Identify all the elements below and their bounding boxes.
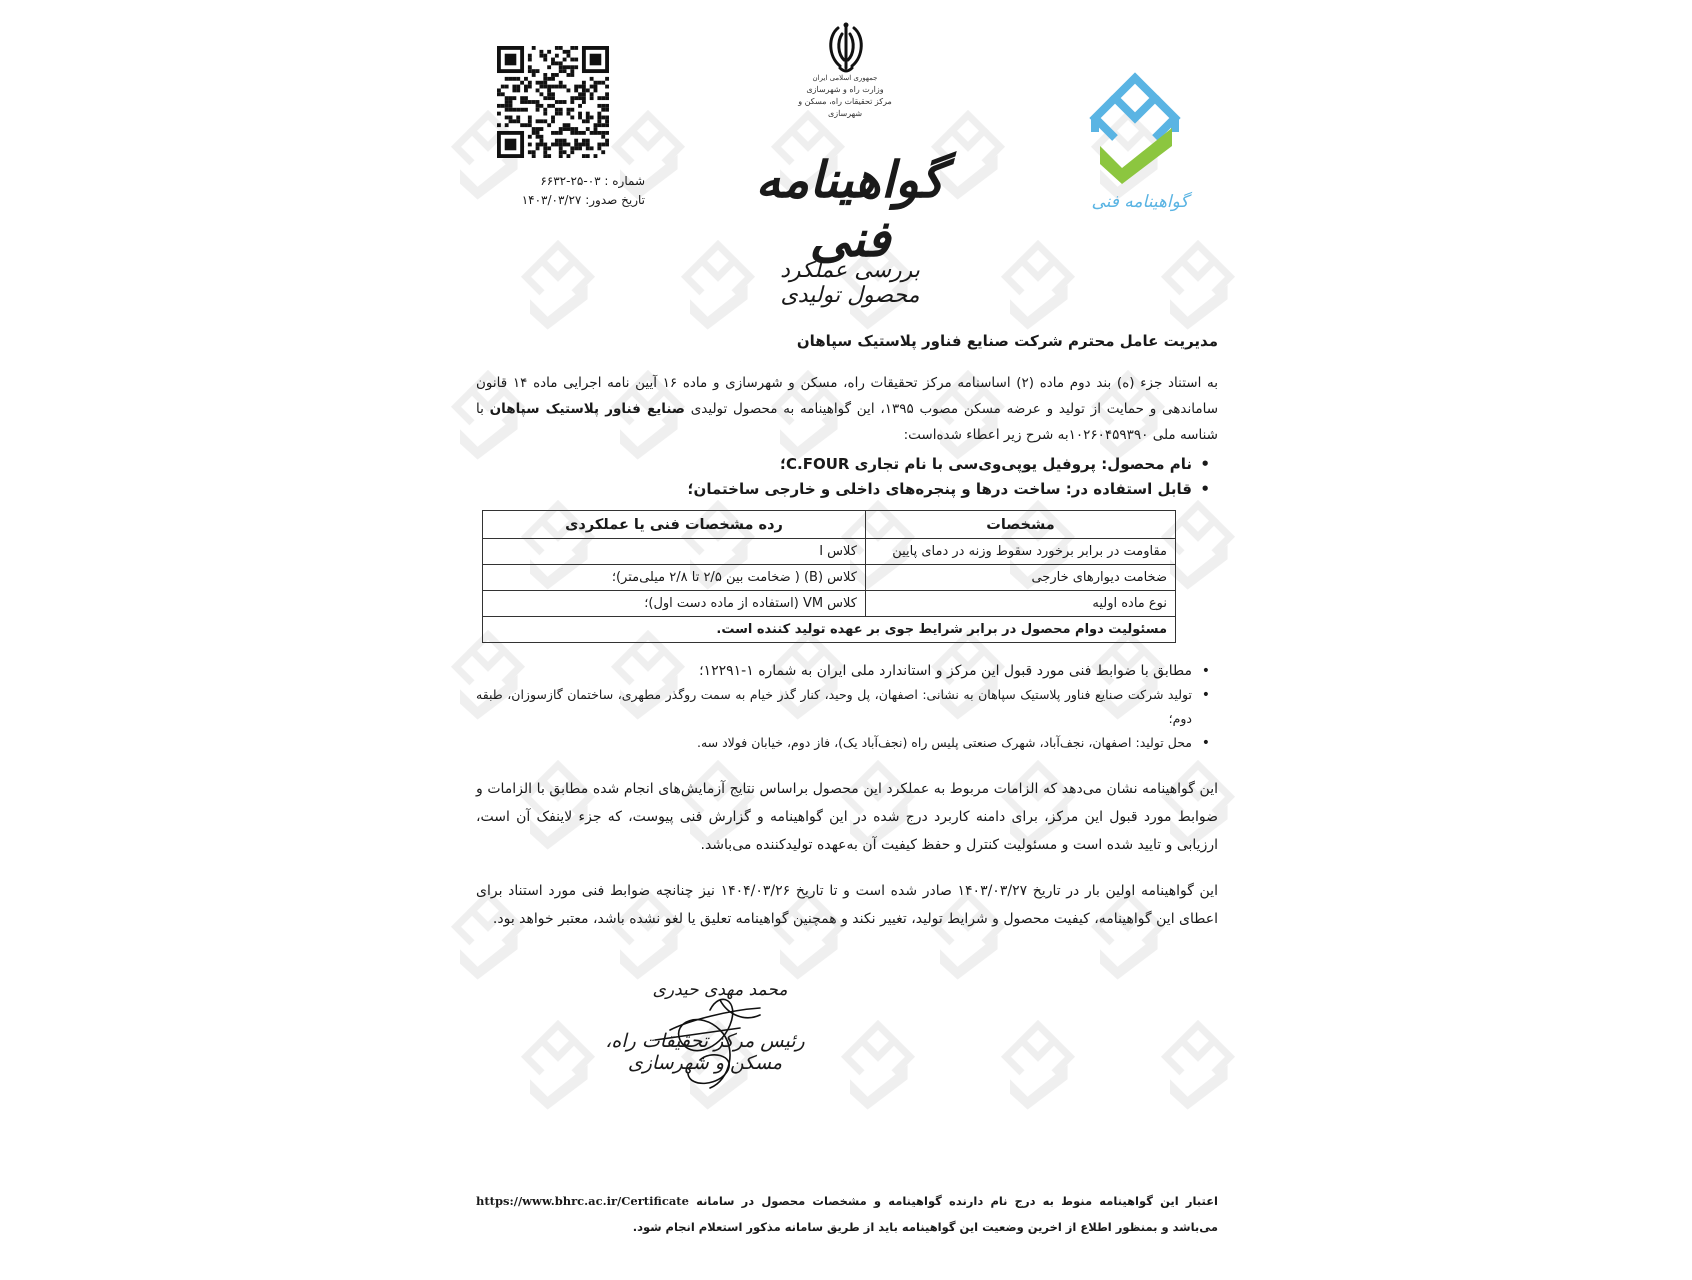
- watermark-tile: [510, 240, 606, 336]
- ministry-line-1: جمهوری اسلامی ایران: [812, 74, 878, 82]
- issue-date-label: تاریخ صدور:: [585, 193, 645, 207]
- ministry-line-3: مرکز تحقیقات راه، مسکن و شهرسازی: [798, 97, 892, 118]
- table-header-spec: مشخصات: [866, 511, 1176, 539]
- footer-url-link[interactable]: https://www.bhrc.ac.ir/Certificate: [476, 1194, 689, 1208]
- qr-code-icon: [497, 46, 609, 158]
- assessment-paragraph: این گواهینامه نشان می‌دهد که الزامات مربوط به عملکرد این محصول براساس نتایج آزمایش‌های انجام شده مطابق با الزامات و ضوابط مورد قبول این مرکز، برای دامنه کاربرد درج شده در این گواهینامه و گزارش فنی پیوست، که جزء لاینفک آن است، ارزیابی و تایید شده است و مسئولیت کنترل و حفظ کیفیت آن به‌عهده تولیدکننده می‌باشد.: [476, 781, 1218, 853]
- validity-paragraph: این گواهینامه اولین بار در تاریخ ۱۴۰۳/۰۳/۲۷ صادر شده است و تا تاریخ ۱۴۰۴/۰۳/۲۶ نیز چنانچه ضوابط فنی مورد استناد برای اعطای این گواهینامه، کیفیت محصول و شرایط تولید، تغییر نکند و همچنین گواهینامه تعلیق یا لغو نشده باشد، معتبر خواهد بود.: [476, 883, 1218, 927]
- technical-certificate-logo-icon: [1080, 72, 1190, 192]
- intro-paragraph: [476, 370, 1218, 448]
- specifications-table: [482, 510, 1176, 643]
- logo-caption: گواهینامه فنی: [1091, 192, 1189, 212]
- table-cell: مقاومت در برابر برخورد سقوط وزنه در دمای پایین: [866, 539, 1176, 565]
- table-cell: نوع ماده اولیه: [866, 591, 1176, 617]
- addressee: مدیریت عامل محترم شرکت صنایع فناور پلاستیک سپاهان: [796, 332, 1218, 350]
- table-row: [483, 565, 1176, 591]
- footer-text-2: می‌باشد و بمنظور اطلاع از اخرین وضعیت این گواهینامه باید از طریق سامانه مذکور استعلام انجام شود.: [632, 1220, 1218, 1234]
- table-cell: کلاس I: [483, 539, 866, 565]
- number-value: ۰۳-۲۵-۶۶۳۲: [540, 174, 601, 188]
- certificate-title: گواهینامه فنی: [755, 150, 945, 268]
- certificate-body: [476, 332, 1218, 933]
- issue-date-value: ۱۴۰۳/۰۳/۲۷: [521, 193, 582, 207]
- table-row: [483, 591, 1176, 617]
- certificate-number-row: [495, 172, 645, 191]
- detail-bullets: [476, 659, 1218, 755]
- watermark-tile: [1150, 240, 1246, 336]
- ministry-line-2: وزارت راه و شهرسازی: [806, 85, 884, 94]
- address-bullet: • تولید شرکت صنایع فناور پلاستیک سپاهان به نشانی: اصفهان، پل وحید، کنار گذر خیام به سمت روگذر مطهری، ساختمان گازسوزان، طبقه دوم؛: [476, 683, 1212, 731]
- intro-text-1: به استناد جزء (ه) بند دوم ماده (۲) اساسنامه مرکز تحقیقات راه، مسکن و شهرسازی و ماده ۱۶ آیین نامه اجرایی ماده ۱۴ قانون ساماندهی و حمایت از تولید و عرضه مسکن مصوب ۱۳۹۵، این گواهینامه به محصول تولیدی: [476, 375, 1219, 417]
- footer-text-1: اعتبار این گواهینامه منوط به درج نام دارنده گواهینامه و مشخصات محصول در سامانه: [696, 1194, 1218, 1208]
- watermark-tile: [1150, 1020, 1246, 1116]
- table-cell: کلاس (B) ( ضخامت بین ۲/۵ تا ۲/۸ میلی‌متر)؛: [483, 565, 866, 591]
- certificate-subtitle: بررسی عملکرد محصول تولیدی: [780, 258, 920, 308]
- usage-bullet: • قابل استفاده در: ساخت درها و پنجره‌های داخلی و خارجی ساختمان؛: [476, 477, 1212, 502]
- table-header-class: رده مشخصات فنی یا عملکردی: [483, 511, 866, 539]
- table-footer-cell: مسئولیت دوام محصول در برابر شرایط جوی بر عهده تولید کننده است.: [483, 617, 1176, 643]
- production-site-bullet: • محل تولید: اصفهان، نجف‌آباد، شهرک صنعتی پلیس راه (نجف‌آباد یک)، فاز دوم، خیابان فولاد سه.: [476, 731, 1212, 755]
- footer-notice: [476, 1188, 1218, 1240]
- table-header-row: [483, 511, 1176, 539]
- table-cell: کلاس VM (استفاده از ماده دست اول)؛: [483, 591, 866, 617]
- standard-bullet: • مطابق با ضوابط فنی مورد قبول این مرکز و استاندارد ملی ایران به شماره ۱-۱۲۲۹۱؛: [476, 659, 1212, 683]
- product-bullets: [476, 452, 1218, 502]
- table-footer-row: [483, 617, 1176, 643]
- ministry-block: [790, 72, 900, 120]
- watermark-tile: [990, 1020, 1086, 1116]
- signatory-name: محمد مهدی حیدری: [652, 980, 788, 1000]
- watermark-tile: [990, 240, 1086, 336]
- issue-date-row: [495, 191, 645, 210]
- certificate-meta: [495, 172, 645, 210]
- iran-emblem-icon: [818, 20, 874, 78]
- table-row: [483, 539, 1176, 565]
- number-label: شماره :: [604, 174, 645, 188]
- table-cell: ضخامت دیوارهای خارجی: [866, 565, 1176, 591]
- product-name-bullet: • نام محصول: پروفیل یوپی‌وی‌سی با نام تجاری C.FOUR؛: [476, 452, 1212, 477]
- intro-text-2: با شناسه ملی ۱۰۲۶۰۴۵۹۳۹۰به شرح زیر اعطاء شده‌است:: [476, 401, 1218, 443]
- intro-company: صنایع فناور پلاستیک سپاهان: [489, 401, 685, 417]
- signatory-title: رئیس مرکز تحقیقات راه، مسکن و شهرسازی: [605, 1030, 805, 1074]
